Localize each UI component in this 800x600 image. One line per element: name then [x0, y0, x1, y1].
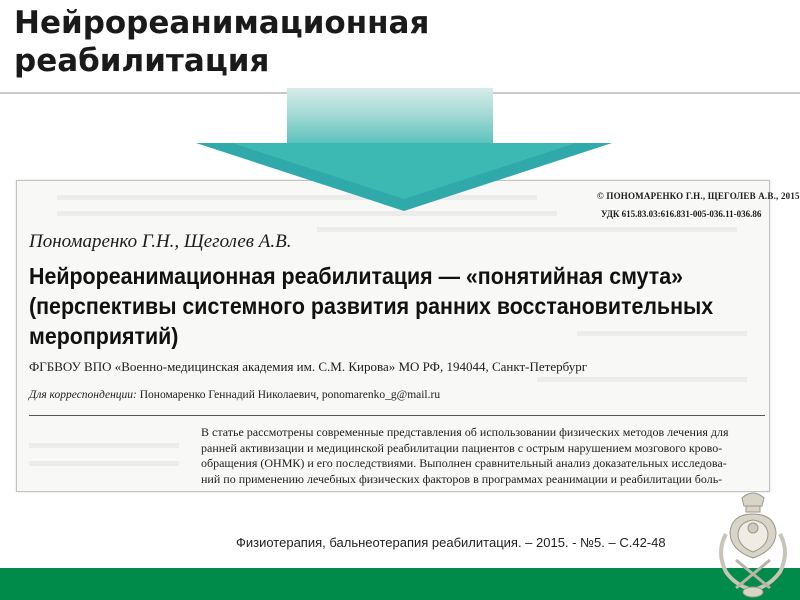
correspondence-label: Для корреспонденции:: [29, 389, 137, 401]
abstract-line: обращения (ОНМК) и его последствиями. Выполнен сравнительный анализ доказательных исследова-: [201, 456, 727, 470]
military-medical-academy-emblem-icon: [712, 488, 794, 600]
correspondence-value: Пономаренко Геннадий Николаевич, ponomarenko_g@mail.ru: [139, 389, 441, 401]
down-arrow-icon: [287, 88, 493, 144]
article-divider: [29, 415, 765, 416]
copyright-line: © ПОНОМАРЕНКО Г.Н., ЩЕГОЛЕВ А.В., 2015: [597, 191, 800, 201]
source-citation: Физиотерапия, бальнеотерапия реабилитация. – 2015. - №5. – С.42-48: [236, 535, 666, 550]
abstract-line: В статье рассмотрены современные представления об использовании физических методов лечения для: [201, 425, 729, 439]
slide-title: Нейрореанимационная реабилитация: [14, 5, 430, 79]
correspondence-line: [29, 389, 440, 401]
article-authors: Пономаренко Г.Н., Щеголев А.В.: [29, 231, 292, 252]
article-abstract: [201, 425, 759, 487]
article-title: Нейрореанимационная реабилитация — «понятийная смута» (перспективы системного развития ранних восстановительных мероприятий): [29, 263, 714, 349]
abstract-line: ранней активизации и медицинской реабилитации пациентов с острым нарушением мозгового крово-: [201, 440, 723, 455]
abstract-line: ний по применению лечебных физических факторов в программах реанимации и реабилитации боль-: [201, 471, 723, 486]
footer-bar: [0, 568, 800, 600]
article-affiliation: ФГБВОУ ВПО «Военно-медицинская академия им. С.М. Кирова» МО РФ, 194044, Санкт-Петербург: [29, 359, 588, 374]
udc-code: УДК 615.83.03:616.831-005-036.11-036.86: [601, 209, 762, 219]
down-arrow-head-highlight: [232, 143, 576, 199]
article-scan: [16, 180, 800, 492]
